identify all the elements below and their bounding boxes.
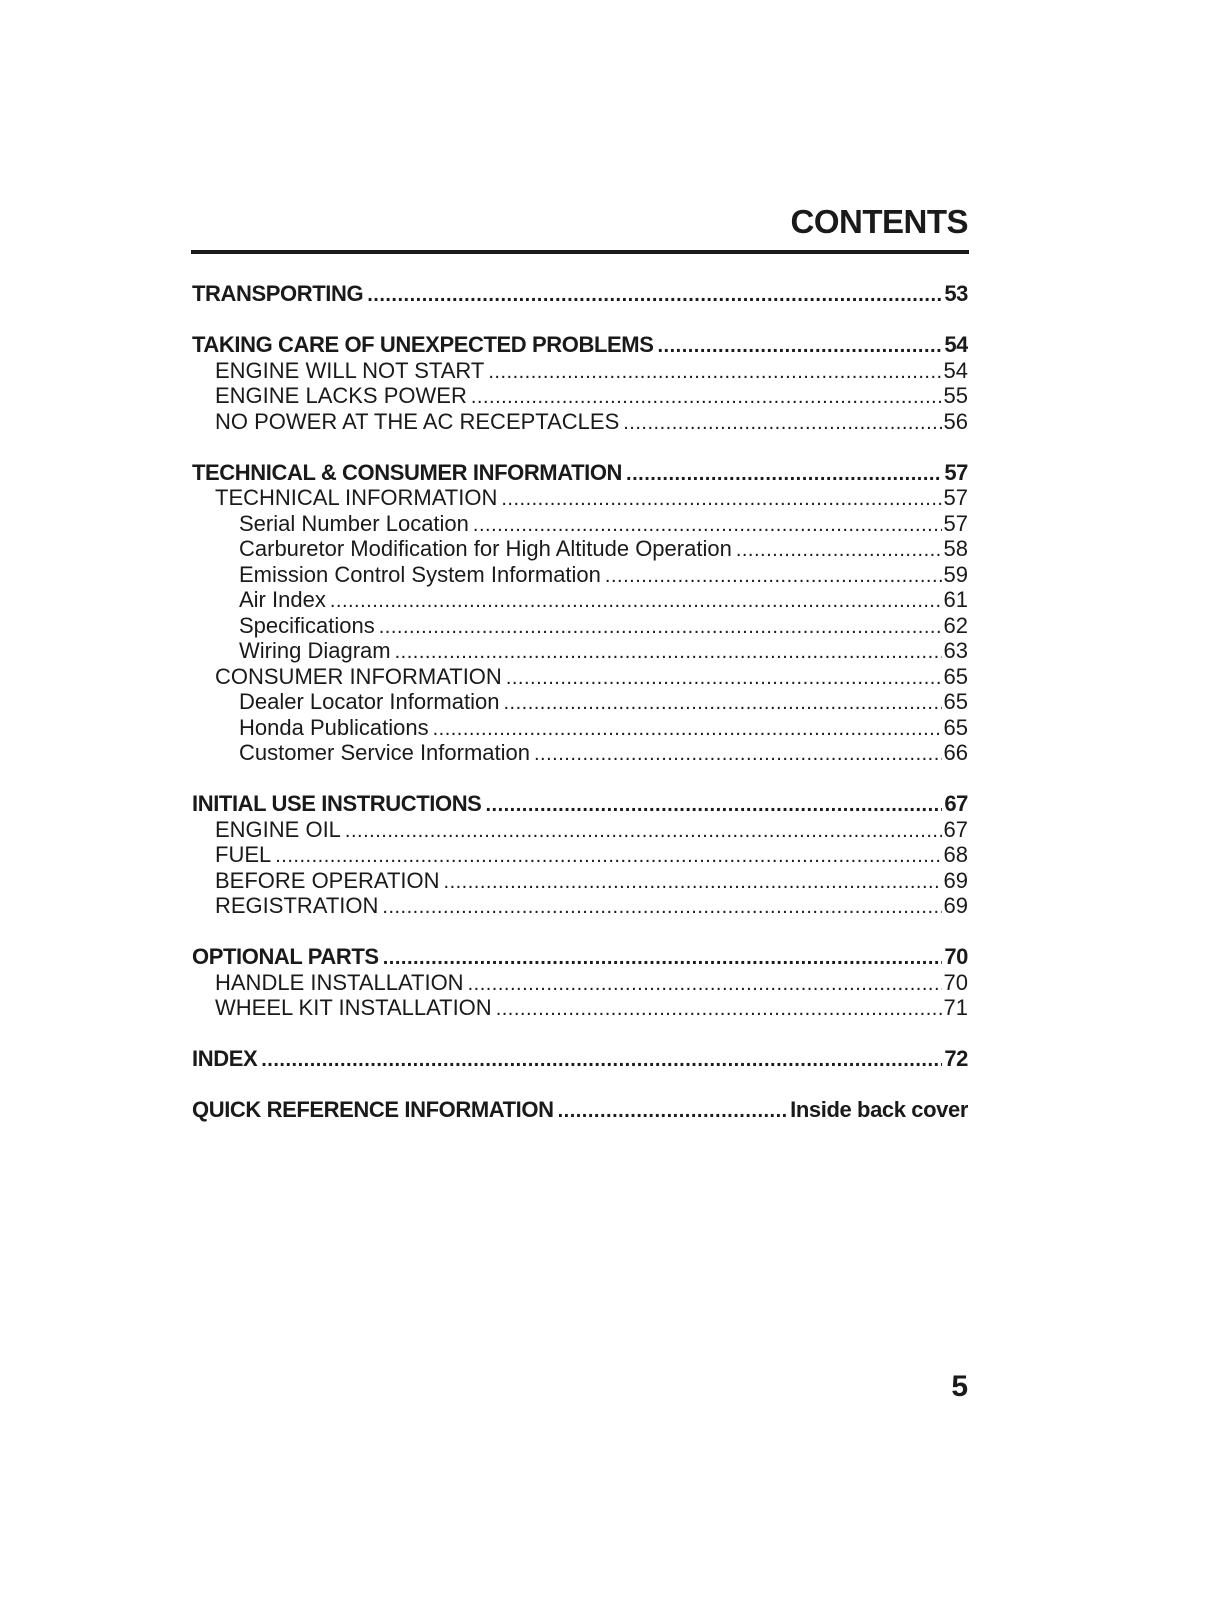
dot-leader [534,742,942,766]
dot-leader [736,538,942,562]
toc-entry-title: ENGINE LACKS POWER [215,383,467,408]
toc-entry-page: 65 [943,714,968,740]
toc-entry-title: ENGINE OIL [215,816,341,842]
toc-entry-title: QUICK REFERENCE INFORMATION [192,1097,554,1122]
toc-entry-page: 63 [943,638,968,663]
toc-entry-title: Customer Service Information [239,740,530,765]
dot-leader [468,972,942,996]
toc-entry-title: Dealer Locator Information [239,689,500,714]
toc-entry[interactable] [192,740,968,766]
dot-leader [433,717,942,741]
toc-entry-page: 56 [943,408,968,434]
dot-leader [379,615,942,639]
toc-entry-page: 53 [944,281,968,306]
toc-entry-page: 54 [943,357,968,383]
toc-entry-page: 70 [944,944,968,969]
toc-entry[interactable] [192,664,968,690]
page-title: CONTENTS [790,203,968,240]
toc-entry-title: WHEEL KIT INSTALLATION [215,995,492,1020]
dot-leader [496,997,942,1021]
dot-leader [382,895,941,919]
dot-leader [657,334,942,358]
toc-entry-title: HANDLE INSTALLATION [215,969,464,995]
dot-leader [623,411,941,435]
toc-entry-page: 67 [943,816,968,842]
toc-entry-title: CONSUMER INFORMATION [215,663,502,689]
dot-leader [488,360,941,384]
toc-entry-title: OPTIONAL PARTS [192,944,379,969]
dot-leader [506,666,942,690]
toc-entry-page: 57 [943,485,968,510]
toc-entry[interactable] [192,332,968,358]
toc-entry[interactable] [192,409,968,435]
toc-entry[interactable] [192,358,968,384]
dot-leader [444,870,942,894]
toc-entry-page: 70 [943,969,968,995]
page-number: 5 [951,1370,968,1403]
toc-entry-title: Serial Number Location [239,510,469,536]
dot-leader [605,564,942,588]
toc-entry-page: 65 [943,663,968,689]
toc-entry-page: 55 [943,383,968,408]
toc-entry[interactable] [192,536,968,562]
toc-entry[interactable] [192,383,968,409]
dot-leader [471,385,942,409]
toc-entry-title: TECHNICAL INFORMATION [215,485,498,510]
toc-entry-page: 69 [943,893,968,918]
dot-leader [503,691,941,715]
dot-leader [275,844,941,868]
dot-leader [473,513,942,537]
toc-entry-title: Wiring Diagram [239,638,391,663]
dot-leader [330,589,942,613]
dot-leader [485,793,942,817]
toc-entry[interactable] [192,970,968,996]
toc-entry-title: FUEL [215,842,272,867]
toc-entry[interactable] [192,995,968,1021]
toc-entry-title: REGISTRATION [215,893,379,918]
toc-entry-page: Inside back cover [790,1097,968,1122]
toc-entry-page: 62 [943,612,968,638]
dot-leader [367,283,942,307]
toc-entry-page: 65 [943,689,968,714]
toc-entry[interactable] [192,613,968,639]
toc-entry-title: Honda Publications [239,714,429,740]
toc-entry[interactable] [192,689,968,715]
dot-leader [558,1099,789,1123]
toc-entry-page: 68 [943,842,968,867]
toc-entry[interactable] [192,944,968,970]
toc-entry-title: Carburetor Modification for High Altitude Operation [239,536,732,561]
toc-entry[interactable] [192,281,968,307]
dot-leader [383,946,943,970]
toc-entry-title: BEFORE OPERATION [215,867,440,893]
dot-leader [261,1048,942,1072]
table-of-contents [192,281,968,1123]
toc-entry[interactable] [192,817,968,843]
toc-entry[interactable] [192,893,968,919]
toc-entry-page: 69 [943,867,968,893]
toc-entry-title: Specifications [239,612,375,638]
toc-entry-title: TECHNICAL & CONSUMER INFORMATION [192,459,623,485]
toc-entry-title: INITIAL USE INSTRUCTIONS [192,791,482,816]
dot-leader [395,640,942,664]
toc-entry-title: TAKING CARE OF UNEXPECTED PROBLEMS [192,332,654,357]
toc-entry[interactable] [192,842,968,868]
toc-entry-title: TRANSPORTING [192,281,364,306]
toc-entry-page: 57 [944,459,968,485]
toc-entry-page: 54 [944,332,968,357]
toc-entry-title: Emission Control System Information [239,561,601,587]
toc-entry-title: Air Index [239,587,326,612]
toc-entry-page: 61 [943,587,968,612]
toc-entry-title: NO POWER AT THE AC RECEPTACLES [215,408,620,434]
title-divider [191,250,969,254]
toc-entry[interactable] [192,485,968,511]
toc-entry[interactable] [192,1046,968,1072]
dot-leader [626,462,942,486]
toc-entry[interactable] [192,562,968,588]
toc-entry-page: 59 [943,561,968,587]
toc-entry[interactable] [192,460,968,486]
toc-entry[interactable] [192,587,968,613]
toc-entry-page: 71 [943,995,968,1020]
toc-entry[interactable] [192,715,968,741]
toc-entry[interactable] [192,791,968,817]
toc-entry-title: ENGINE WILL NOT START [215,357,485,383]
dot-leader [501,487,941,511]
toc-entry[interactable] [192,1097,968,1123]
toc-entry-page: 67 [944,791,968,816]
dot-leader [345,819,942,843]
toc-entry[interactable] [192,638,968,664]
toc-entry-title: INDEX [192,1046,258,1071]
toc-entry-page: 57 [943,510,968,536]
toc-entry[interactable] [192,868,968,894]
toc-entry-page: 66 [943,740,968,765]
toc-entry-page: 72 [944,1046,968,1071]
toc-entry[interactable] [192,511,968,537]
toc-entry-page: 58 [943,536,968,561]
